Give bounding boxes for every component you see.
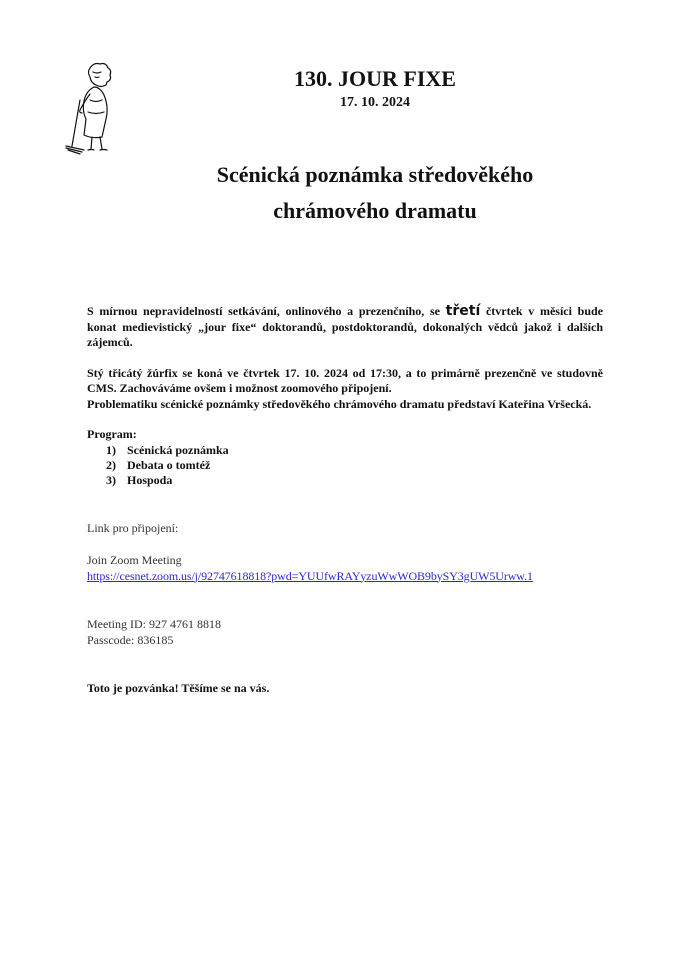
lecture-title-line-2: chrámového dramatu <box>273 198 477 223</box>
meeting-passcode: Passcode: 836185 <box>87 632 174 647</box>
program-section <box>87 427 603 488</box>
event-number-title: 130. JOUR FIXE <box>294 66 456 91</box>
lecture-title-line-1: Scénická poznámka středověkého <box>216 162 534 187</box>
program-item-number: 1) <box>106 442 116 457</box>
program-label: Program: <box>87 427 137 441</box>
intro-text-end: čtvrtek v měsíci bude konat medievistický „jour fixe“ doktorandů, postdoktorandů, dokonalých vědců jakož i dalších zájemců. <box>87 304 603 349</box>
meeting-credentials <box>87 617 603 648</box>
program-item <box>87 473 603 488</box>
intro-paragraph <box>87 304 603 351</box>
meeting-id: Meeting ID: 927 4761 8818 <box>87 617 221 631</box>
lecture-title <box>120 157 630 229</box>
connection-label: Link pro připojení: <box>87 520 179 535</box>
closing-line: Toto je pozvánka! Těšíme se na vás. <box>87 681 270 695</box>
zoom-section <box>87 553 603 584</box>
join-zoom-label: Join Zoom Meeting <box>87 553 182 567</box>
details-line-2: Problematiku scénické poznámky středověkého chrámového dramatu představí Kateřina Vršecká. <box>87 396 592 411</box>
program-item-text: Hospoda <box>127 472 173 487</box>
program-item-number: 2) <box>106 457 116 472</box>
program-list <box>87 443 603 488</box>
details-paragraph <box>87 366 603 413</box>
zoom-meeting-link[interactable]: https://cesnet.zoom.us/j/92747618818?pwd=YUUfwRAYyzuWwWOB9bySY3gUW5Urww.1 <box>87 568 533 583</box>
invitation-body <box>87 304 603 697</box>
program-item-text: Debata o tomtéž <box>127 457 211 472</box>
program-item-text: Scénická poznámka <box>127 442 229 457</box>
details-line-1: Stý třicátý žúrfix se koná ve čtvrtek 17. 10. 2024 od 17:30, a to primárně prezenčně ve studovně CMS. Zachováváme ovšem i možnost zoomového připojení. <box>87 365 603 395</box>
event-date: 17. 10. 2024 <box>340 95 410 110</box>
intro-emphasis: třetí <box>445 303 481 319</box>
program-item <box>87 458 603 473</box>
sweeping-figure-logo <box>60 60 126 158</box>
program-item-number: 3) <box>106 472 116 487</box>
program-item <box>87 443 603 458</box>
intro-text-start: S mírnou nepravidelností setkávání, onlinového a prezenčního, se <box>87 304 446 318</box>
